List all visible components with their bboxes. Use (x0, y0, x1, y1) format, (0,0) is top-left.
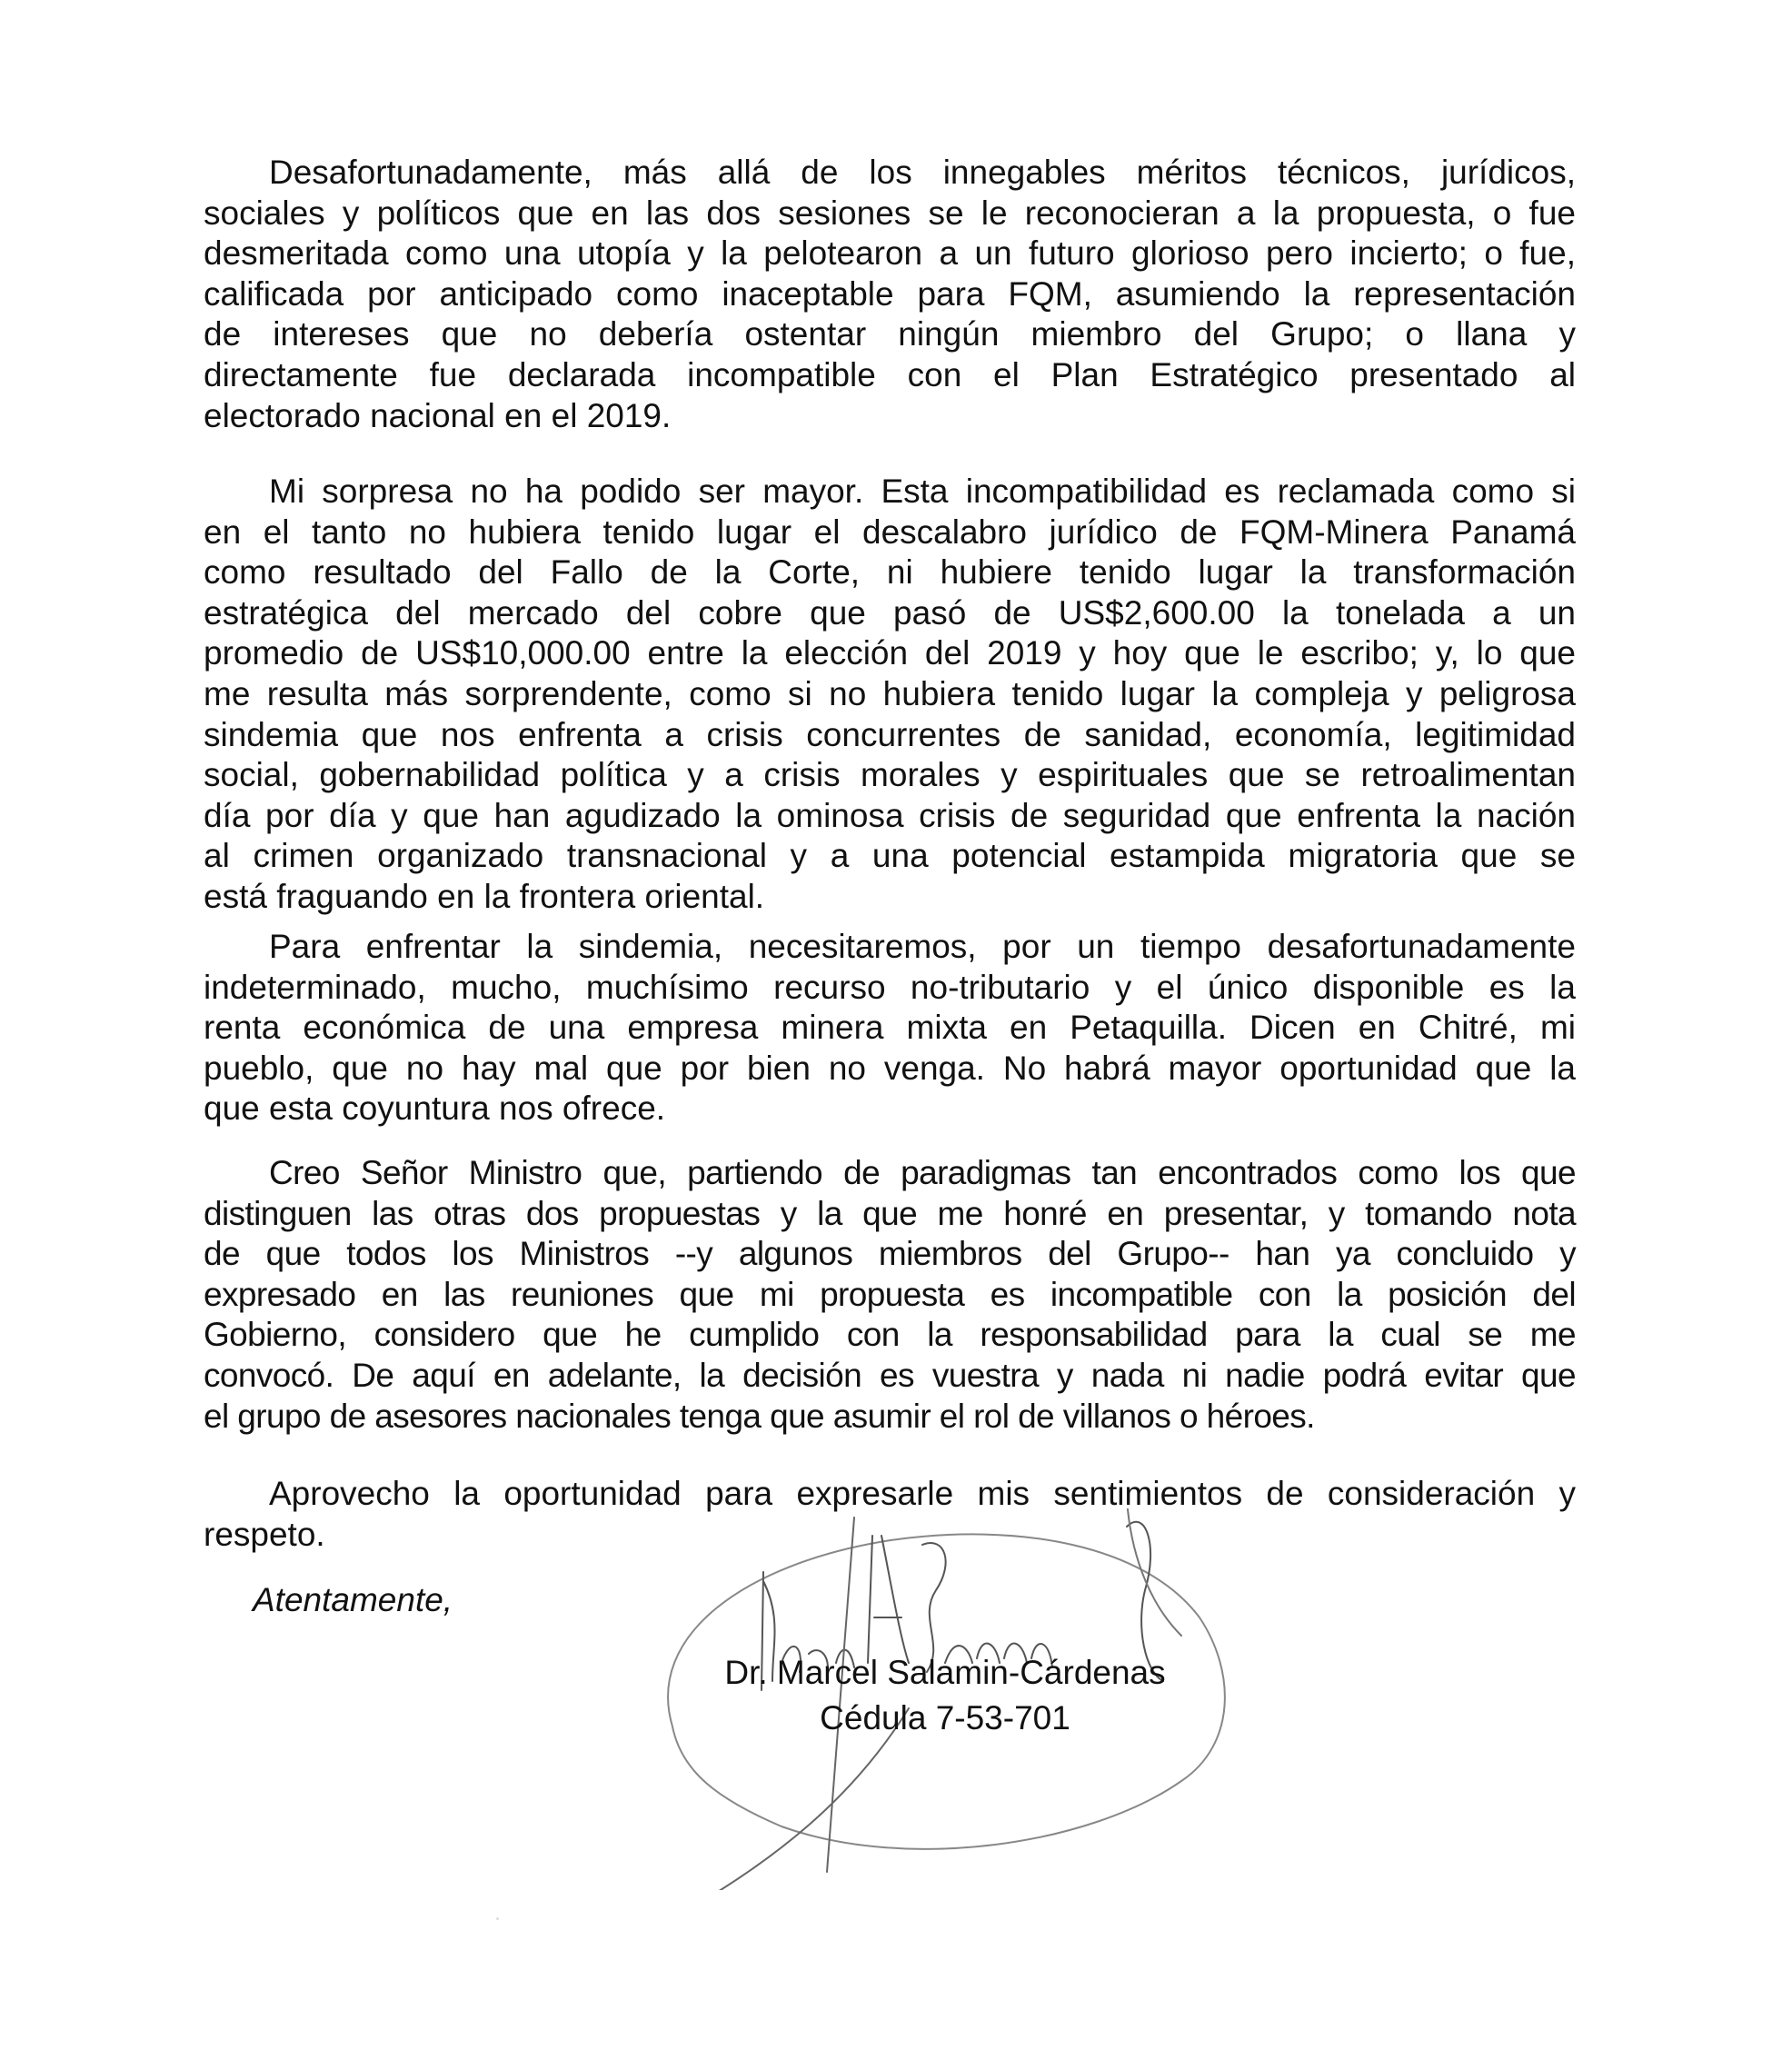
paragraph-line: me resulta más sorprendente, como si no hubiera tenido lugar la compleja y peligrosa (204, 674, 1576, 712)
paragraph-line: pueblo, que no hay mal que por bien no venga. No habrá mayor oportunidad que la (204, 1049, 1576, 1087)
paragraph-4 (204, 1153, 1576, 1437)
scan-speck (496, 1917, 499, 1920)
paragraph-line: el grupo de asesores nacionales tenga que asumir el rol de villanos o héroes. (204, 1397, 1315, 1435)
paragraph-line: Gobierno, considero que he cumplido con la responsabilidad para la cual se me (204, 1316, 1576, 1354)
paragraph-line: Aprovecho la oportunidad para expresarle mis sentimientos de consideración y (269, 1475, 1576, 1512)
closing-salutation: Atentamente, (253, 1581, 453, 1618)
paragraph-line: que esta coyuntura nos ofrece. (204, 1090, 666, 1128)
paragraph-line: Desafortunadamente, más allá de los innegables méritos técnicos, jurídicos, (269, 154, 1576, 191)
paragraph-line: en el tanto no hubiera tenido lugar el descalabro jurídico de FQM-Minera Panamá (204, 512, 1576, 551)
signer-id: Cédula 7-53-701 (820, 1699, 1070, 1737)
paragraph-line: renta económica de una empresa minera mixta en Petaquilla. Dicen en Chitré, mi (204, 1009, 1576, 1047)
paragraph-line: Mi sorpresa no ha podido ser mayor. Esta incompatibilidad es reclamada como si (269, 473, 1576, 510)
paragraph-line: de intereses que no debería ostentar ningún miembro del Grupo; o llana y (204, 315, 1576, 353)
signer-block (691, 1650, 1200, 1741)
paragraph-1 (204, 153, 1576, 436)
paragraph-line: social, gobernabilidad política y a crisis morales y espirituales que se retroalimentan (204, 756, 1576, 794)
paragraph-line: calificada por anticipado como inaceptable para FQM, asumiendo la representación (204, 274, 1576, 313)
paragraph-line: estratégica del mercado del cobre que pasó de US$2,600.00 la tonelada a un (204, 593, 1576, 632)
paragraph-line: sociales y políticos que en las dos sesiones se le reconocieran a la propuesta, o fue (204, 194, 1576, 232)
paragraph-line: electorado nacional en el 2019. (204, 396, 672, 434)
paragraph-line: distinguen las otras dos propuestas y la que me honré en presentar, y tomando nota (204, 1194, 1576, 1232)
paragraph-line: desmeritada como una utopía y la pelotearon a un futuro glorioso pero incierto; o fue, (204, 234, 1576, 273)
paragraph-line: expresado en las reuniones que mi propuesta es incompatible con la posición del (204, 1275, 1576, 1313)
paragraph-5 (204, 1474, 1576, 1555)
paragraph-line: Para enfrentar la sindemia, necesitaremos, por un tiempo desafortunadamente (269, 928, 1576, 965)
paragraph-line: respeto. (204, 1515, 325, 1553)
signer-name: Dr. Marcel Salamin-Cárdenas (724, 1654, 1166, 1691)
paragraph-line: indeterminado, mucho, muchísimo recurso no-tributario y el único disponible es la (204, 968, 1576, 1006)
paragraph-line: día por día y que han agudizado la ominosa crisis de seguridad que enfrenta la nación (204, 796, 1576, 834)
paragraph-3 (204, 927, 1576, 1129)
paragraph-line: sindemia que nos enfrenta a crisis concurrentes de sanidad, economía, legitimidad (204, 715, 1576, 753)
paragraph-line: promedio de US$10,000.00 entre la elección del 2019 y hoy que le escribo; y, lo que (204, 634, 1576, 672)
paragraph-line: Creo Señor Ministro que, partiendo de paradigmas tan encontrados como los que (269, 1154, 1576, 1191)
paragraph-line: directamente fue declarada incompatible con el Plan Estratégico presentado al (204, 355, 1576, 393)
paragraph-line: está fraguando en la frontera oriental. (204, 877, 765, 915)
paragraph-2 (204, 472, 1576, 918)
paragraph-line: al crimen organizado transnacional y a una potencial estampida migratoria que se (204, 837, 1576, 875)
paragraph-line: convocó. De aquí en adelante, la decisión es vuestra y nada ni nadie podrá evitar que (204, 1356, 1576, 1394)
paragraph-line: de que todos los Ministros --y algunos miembros del Grupo-- han ya concluido y (204, 1235, 1576, 1273)
paragraph-line: como resultado del Fallo de la Corte, ni hubiere tenido lugar la transformación (204, 553, 1576, 592)
